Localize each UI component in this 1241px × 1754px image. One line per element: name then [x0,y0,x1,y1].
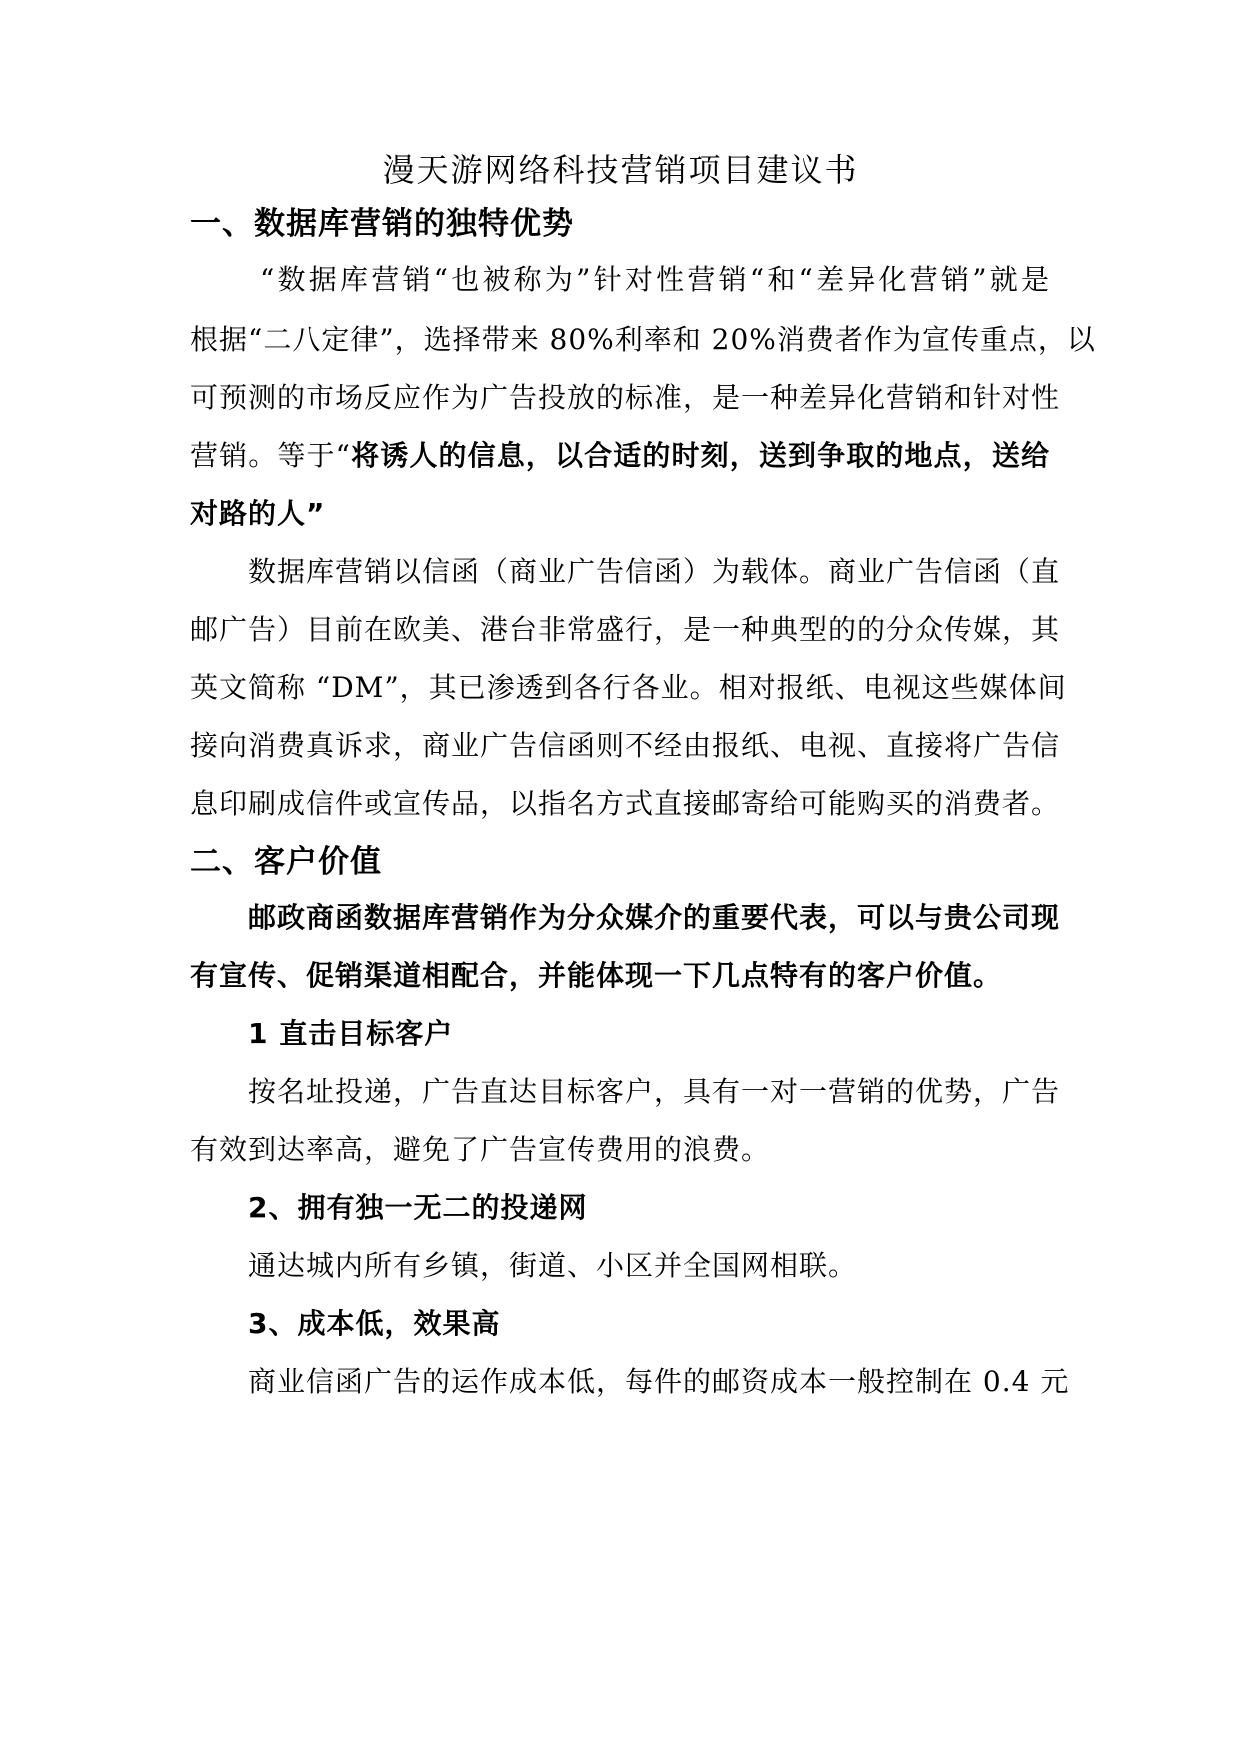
section-1-paragraph-2-line-3: 英文简称 “DM”，其已渗透到各行各业。相对报纸、电视这些媒体间 [190,671,1067,704]
document-title: 漫天游网络科技营销项目建议书 [382,151,859,189]
item-1-heading: 1 直击目标客户 [248,1017,454,1050]
section-1-paragraph-1-line-4 [190,436,1050,476]
section-1-paragraph-2-line-4: 接向消费真诉求，商业广告信函则不经由报纸、电视、直接将广告信 [190,729,1061,762]
item-2-heading: 2、拥有独一无二的投递网 [248,1191,588,1224]
section-1-paragraph-2-line-1: 数据库营销以信函（商业广告信函）为载体。商业广告信函（直 [248,555,1061,588]
section-1-paragraph-1-line-2: 根据“二八定律”，选择带来 80%利率和 20%消费者作为宣传重点，以 [190,323,1096,356]
item-1-line-1: 按名址投递，广告直达目标客户，具有一对一营销的优势，广告 [248,1075,1061,1108]
item-1-line-2: 有效到达率高，避免了广告宣传费用的浪费。 [190,1133,771,1166]
section-1-paragraph-1-line-1: “数据库营销“也被称为”针对性营销“和“差异化营销”就是 [260,263,1050,296]
section-2-intro-line-2: 有宣传、促销渠道相配合，并能体现一下几点特有的客户价值。 [190,959,1003,992]
section-1-paragraph-1-line-3: 可预测的市场反应作为广告投放的标准，是一种差异化营销和针对性 [190,381,1061,414]
section-1-heading: 一、数据库营销的独特优势 [190,206,574,242]
section-2-intro-line-1: 邮政商函数据库营销作为分众媒介的重要代表，可以与贵公司现 [248,901,1061,934]
section-1-paragraph-2-line-2: 邮广告）目前在欧美、港台非常盛行，是一种典型的的分众传媒，其 [190,613,1061,646]
paragraph-emphasis-text: 将诱人的信息，以合适的时刻，送到争取的地点，送给 [350,439,1050,472]
paragraph-normal-text: 营销。等于“ [190,439,351,472]
item-3-line-1: 商业信函广告的运作成本低，每件的邮资成本一般控制在 0.4 元 [248,1365,1070,1398]
item-3-heading: 3、成本低，效果高 [248,1307,501,1340]
section-1-paragraph-2-line-5: 息印刷成信件或宣传品，以指名方式直接邮寄给可能购买的消费者。 [190,787,1061,820]
item-2-line-1: 通达城内所有乡镇，街道、小区并全国网相联。 [248,1249,858,1282]
section-2-heading: 二、客户价值 [190,844,382,880]
section-1-paragraph-1-line-5: 对路的人” [190,497,326,530]
